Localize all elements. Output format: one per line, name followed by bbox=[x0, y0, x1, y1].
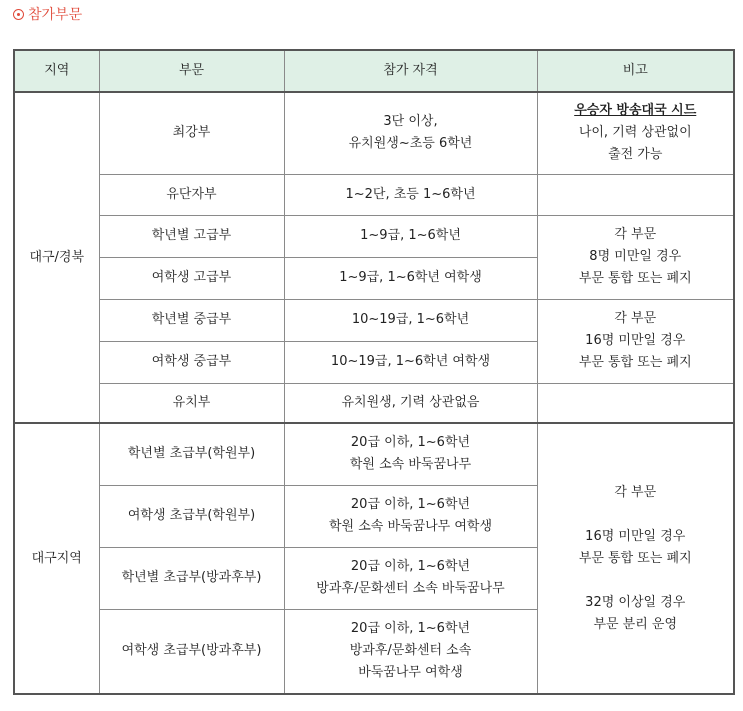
division-cell: 유치부 bbox=[99, 383, 284, 423]
division-cell: 학년별 중급부 bbox=[99, 299, 284, 341]
eligibility-cell: 유치원생, 기력 상관없음 bbox=[284, 383, 537, 423]
eligibility-cell: 20급 이하, 1~6학년 학원 소속 바둑꿈나무 여학생 bbox=[284, 485, 537, 547]
table-row bbox=[14, 299, 734, 341]
header-note: 비고 bbox=[537, 50, 734, 92]
region-cell-daegu: 대구지역 bbox=[14, 423, 99, 694]
note-cell-advanced: 각 부문 8명 미만일 경우 부문 통합 또는 폐지 bbox=[537, 215, 734, 299]
eligibility-cell: 1~9급, 1~6학년 여학생 bbox=[284, 257, 537, 299]
table-header-row bbox=[14, 50, 734, 92]
note-cell-empty bbox=[537, 174, 734, 215]
eligibility-cell: 20급 이하, 1~6학년 방과후/문화센터 소속 바둑꿈나무 여학생 bbox=[284, 609, 537, 694]
division-cell: 학년별 초급부(방과후부) bbox=[99, 547, 284, 609]
header-region: 지역 bbox=[14, 50, 99, 92]
circle-bullet-icon bbox=[13, 9, 24, 20]
note-cell-top: 우승자 방송대국 시드 나이, 기력 상관없이 출전 가능 bbox=[537, 92, 734, 174]
eligibility-cell: 20급 이하, 1~6학년 학원 소속 바둑꿈나무 bbox=[284, 423, 537, 485]
division-cell: 최강부 bbox=[99, 92, 284, 174]
division-cell: 여학생 초급부(방과후부) bbox=[99, 609, 284, 694]
eligibility-cell: 10~19급, 1~6학년 여학생 bbox=[284, 341, 537, 383]
eligibility-cell: 10~19급, 1~6학년 bbox=[284, 299, 537, 341]
table-row bbox=[14, 215, 734, 257]
note-cell-beginner: 각 부문 16명 미만일 경우 부문 통합 또는 폐지 32명 이상일 경우 부문 분리 운영 bbox=[537, 423, 734, 694]
section-title: 참가부문 bbox=[28, 7, 83, 23]
note-emphasis: 우승자 방송대국 시드 bbox=[574, 103, 697, 119]
division-cell: 유단자부 bbox=[99, 174, 284, 215]
note-cell-intermediate: 각 부문 16명 미만일 경우 부문 통합 또는 폐지 bbox=[537, 299, 734, 383]
header-eligibility: 참가 자격 bbox=[284, 50, 537, 92]
division-cell: 여학생 중급부 bbox=[99, 341, 284, 383]
division-cell: 학년별 초급부(학원부) bbox=[99, 423, 284, 485]
table-row bbox=[14, 383, 734, 423]
division-cell: 여학생 초급부(학원부) bbox=[99, 485, 284, 547]
table-row bbox=[14, 423, 734, 485]
section-heading bbox=[13, 3, 82, 25]
eligibility-cell: 1~2단, 초등 1~6학년 bbox=[284, 174, 537, 215]
division-cell: 학년별 고급부 bbox=[99, 215, 284, 257]
division-cell: 여학생 고급부 bbox=[99, 257, 284, 299]
region-cell-daegu-gyeongbuk: 대구/경북 bbox=[14, 92, 99, 423]
table-row bbox=[14, 174, 734, 215]
table-row bbox=[14, 92, 734, 174]
header-division: 부문 bbox=[99, 50, 284, 92]
division-table bbox=[13, 49, 735, 695]
eligibility-cell: 3단 이상, 유치원생~초등 6학년 bbox=[284, 92, 537, 174]
eligibility-cell: 1~9급, 1~6학년 bbox=[284, 215, 537, 257]
eligibility-cell: 20급 이하, 1~6학년 방과후/문화센터 소속 바둑꿈나무 bbox=[284, 547, 537, 609]
note-cell-empty bbox=[537, 383, 734, 423]
